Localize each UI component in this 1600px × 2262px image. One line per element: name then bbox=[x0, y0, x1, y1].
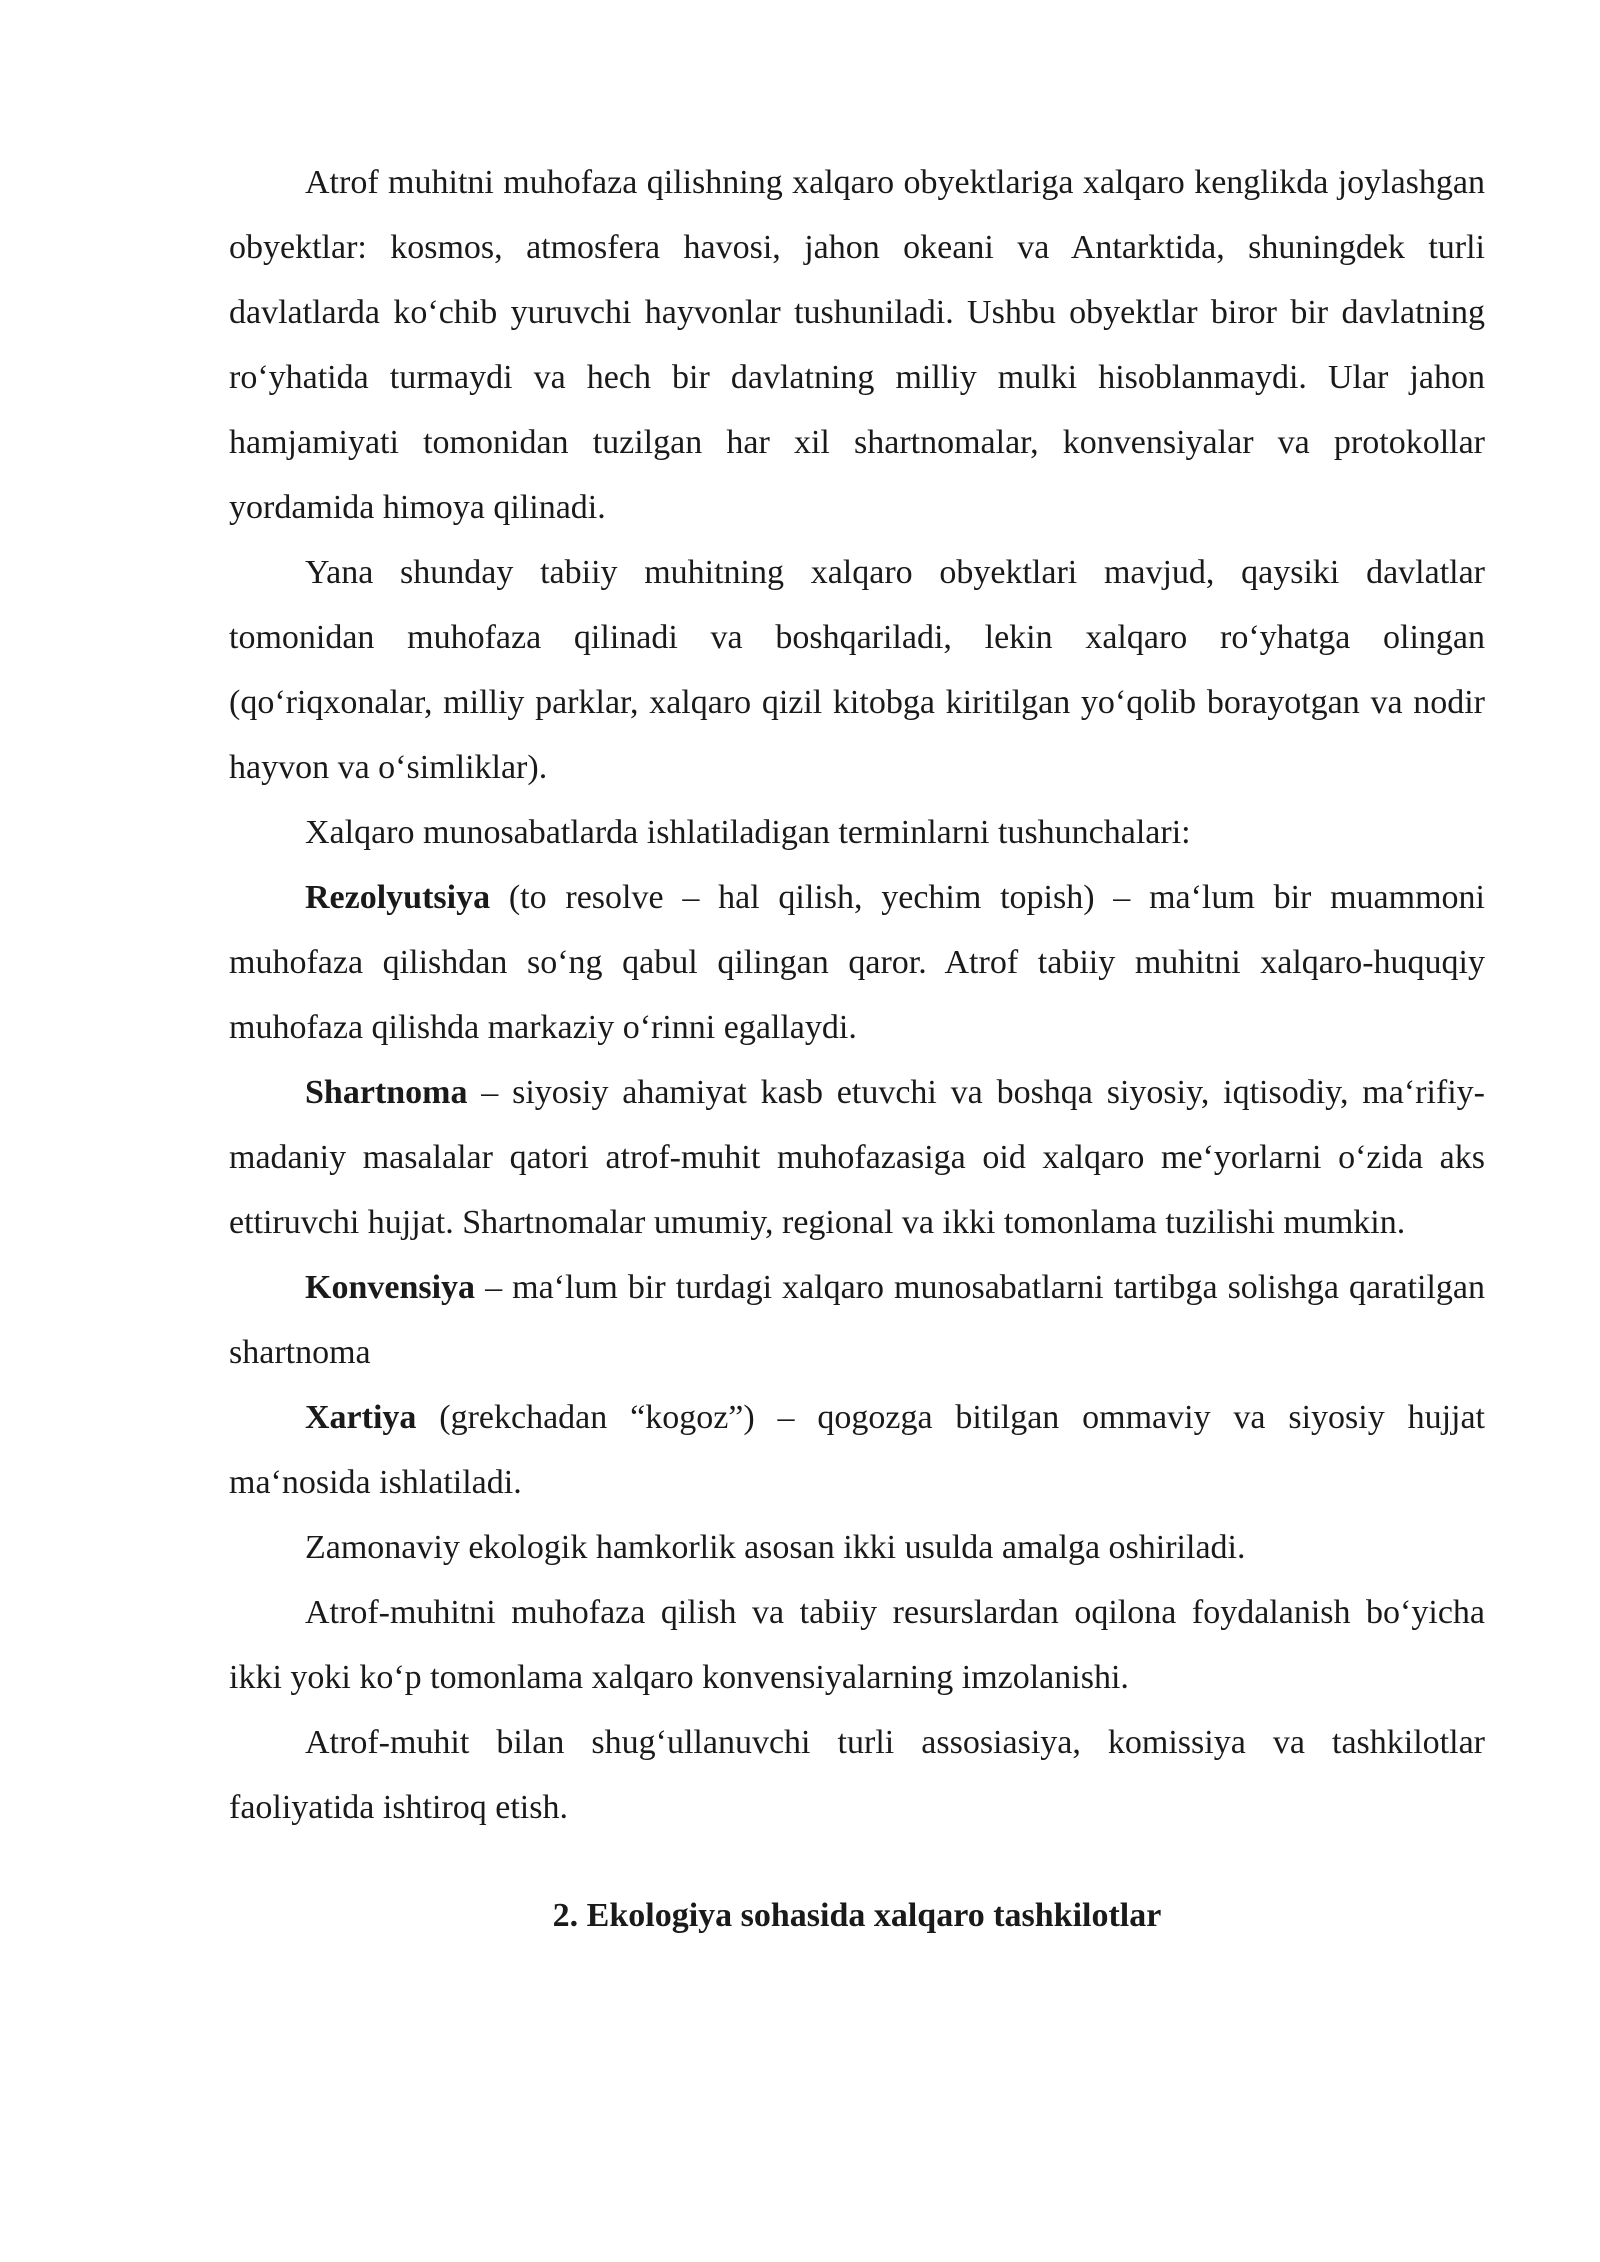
paragraph-international-objects: Atrof muhitni muhofaza qilishning xalqaro obyektlariga xalqaro kenglikda joylashgan obyektlar: kosmos, atmosfera havosi, jahon okeani va Antarktida, shuningdek turli davlatlarda ko‘chib yuruvchi hayvonlar tushuniladi. Ushbu obyektlar biror bir davlatning ro‘yhatida turmaydi va hech bir davlatning milliy mulki hisoblanmaydi. Ular jahon hamjamiyati tomonidan tuzilgan har xil shartnomalar, konvensiyalar va protokollar yordamida himoya qilinadi. bbox=[229, 164, 1485, 526]
term-label: Konvensiya bbox=[305, 1269, 476, 1306]
term-text: (grekchadan “kogoz”) – qogozga bitilgan ommaviy va siyosiy hujjat ma‘nosida ishlatiladi. bbox=[229, 1399, 1485, 1501]
term-label: Xartiya bbox=[305, 1399, 417, 1436]
term-definition-xartiya bbox=[229, 1385, 1485, 1515]
paragraph-national-objects: Yana shunday tabiiy muhitning xalqaro obyektlari mavjud, qaysiki davlatlar tomonidan muhofaza qilinadi va boshqariladi, lekin xalqaro ro‘yhatga olingan (qo‘riqxonalar, milliy parklar, xalqaro qizil kitobga kiritilgan yo‘qolib borayotgan va nodir hayvon va o‘simliklar). bbox=[229, 554, 1485, 786]
term-definition-rezolyutsiya bbox=[229, 865, 1485, 1060]
term-definition-shartnoma bbox=[229, 1060, 1485, 1255]
paragraph-organizations: Atrof-muhit bilan shug‘ullanuvchi turli assosiasiya, komissiya va tashkilotlar faoliyatida ishtiroq etish. bbox=[229, 1724, 1485, 1826]
term-definition-konvensiya bbox=[229, 1255, 1485, 1385]
term-label: Shartnoma bbox=[305, 1074, 468, 1111]
section-heading: 2. Ekologiya sohasida xalqaro tashkilotlar bbox=[552, 1897, 1162, 1934]
term-text: – siyosiy ahamiyat kasb etuvchi va boshqa siyosiy, iqtisodiy, ma‘rifiy-madaniy masalalar qatori atrof-muhit muhofazasiga oid xalqaro me‘yorlarni o‘zida aks ettiruvchi hujjat. Shartnomalar umumiy, regional va ikki tomonlama tuzilishi mumkin. bbox=[229, 1074, 1485, 1241]
term-text: – ma‘lum bir turdagi xalqaro munosabatlarni tartibga solishga qaratilgan shartnoma bbox=[229, 1269, 1485, 1371]
term-text: (to resolve – hal qilish, yechim topish) – ma‘lum bir muammoni muhofaza qilishdan so‘ng qabul qilingan qaror. Atrof tabiiy muhitni xalqaro-huquqiy muhofaza qilishda markaziy o‘rinni egallaydi. bbox=[229, 879, 1485, 1046]
document-page bbox=[229, 150, 1485, 1948]
paragraph-terms-intro: Xalqaro munosabatlarda ishlatiladigan terminlarni tushunchalari: bbox=[305, 814, 1191, 851]
term-label: Rezolyutsiya bbox=[305, 879, 491, 916]
paragraph-cooperation-methods: Zamonaviy ekologik hamkorlik asosan ikki usulda amalga oshiriladi. bbox=[305, 1529, 1246, 1566]
paragraph-conventions: Atrof-muhitni muhofaza qilish va tabiiy resurslardan oqilona foydalanish bo‘yicha ikki yoki ko‘p tomonlama xalqaro konvensiyalarning imzolanishi. bbox=[229, 1594, 1485, 1696]
